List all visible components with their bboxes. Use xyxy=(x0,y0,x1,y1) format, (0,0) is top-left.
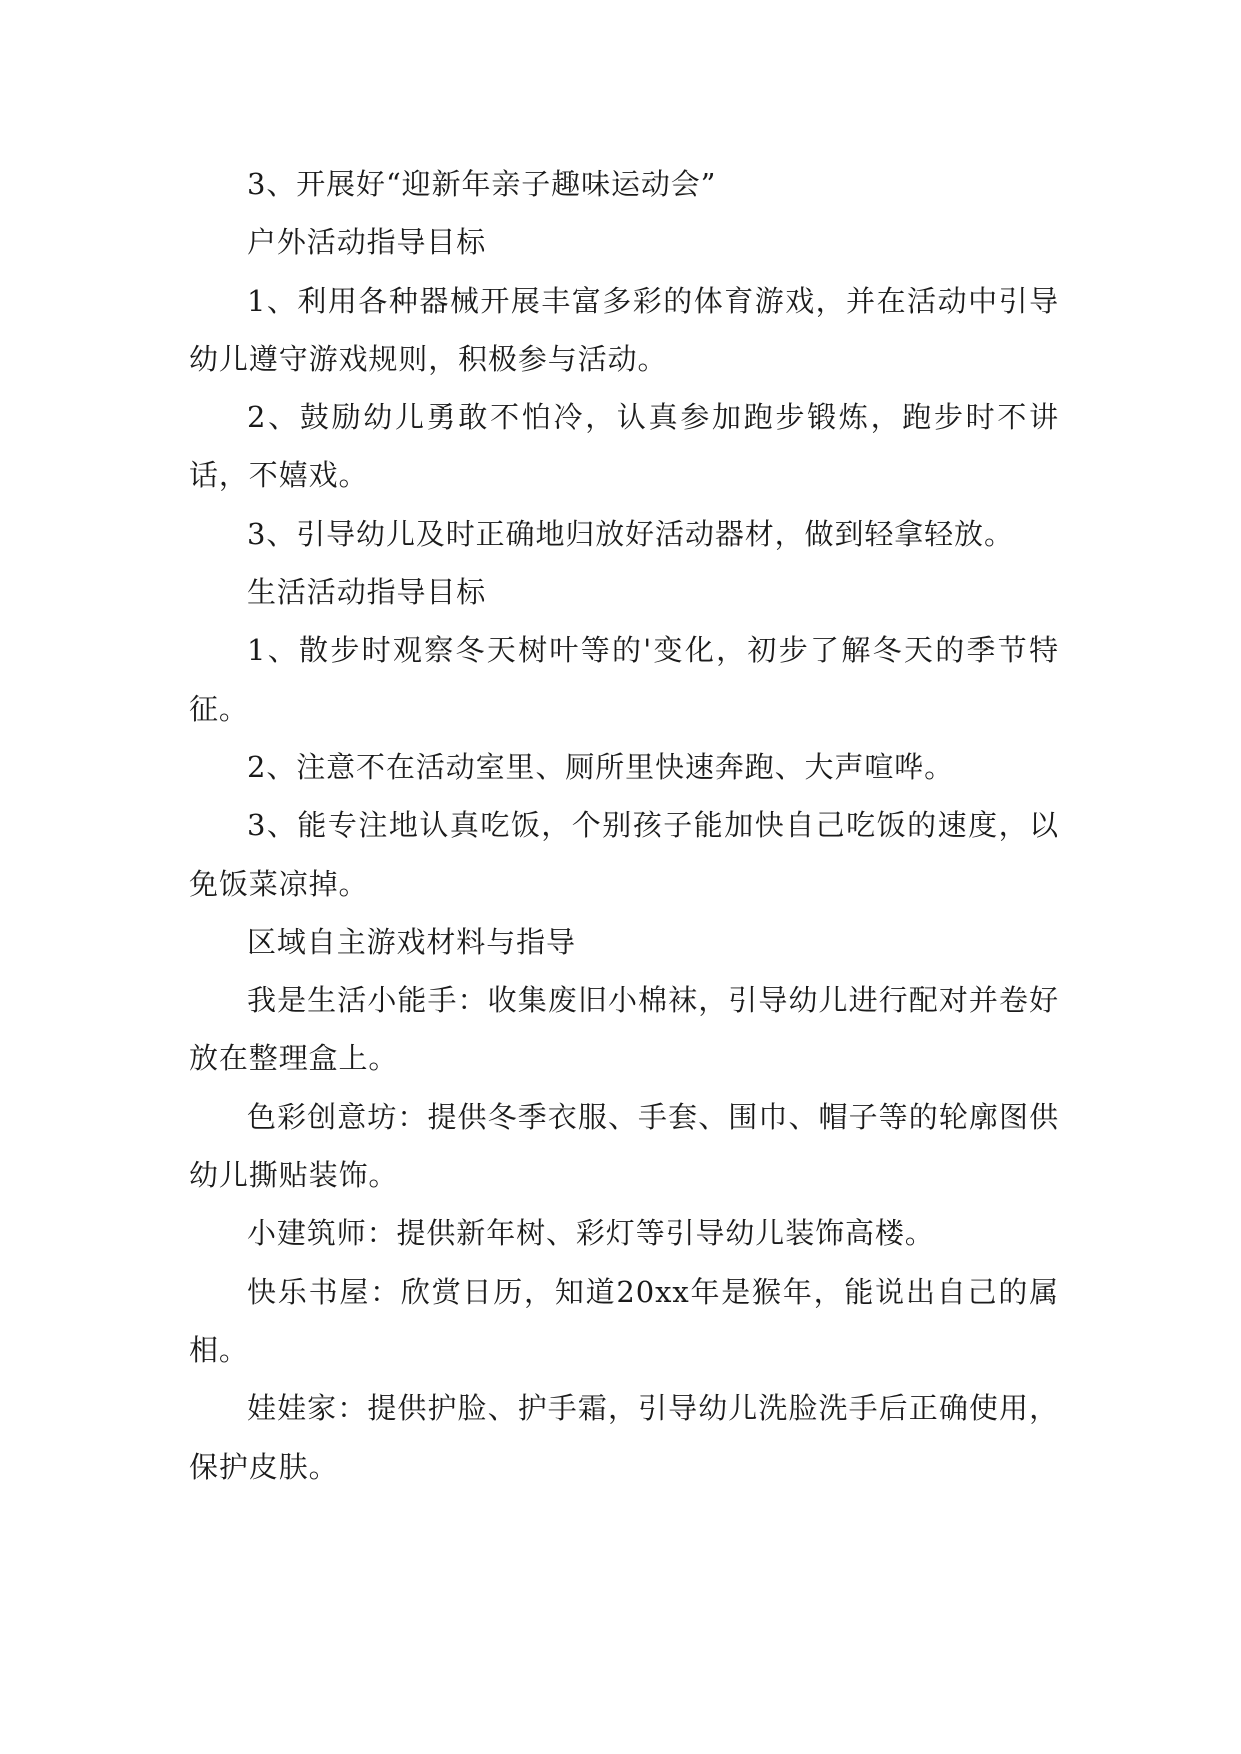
paragraph-area-book-house: 快乐书屋：欣赏日历，知道20xx年是猴年，能说出自己的属相。 xyxy=(189,1274,1059,1367)
paragraph-outdoor-2: 2、鼓励幼儿勇敢不怕冷，认真参加跑步锻炼，跑步时不讲话，不嬉戏。 xyxy=(189,400,1059,493)
paragraph-outdoor-1: 1、利用各种器械开展丰富多彩的体育游戏，并在活动中引导幼儿遵守游戏规则，积极参与活动。 xyxy=(189,283,1059,376)
paragraph-outdoor-3: 3、引导幼儿及时正确地归放好活动器材，做到轻拿轻放。 xyxy=(247,516,1014,551)
paragraph-area-architect: 小建筑师：提供新年树、彩灯等引导幼儿装饰高楼。 xyxy=(247,1216,935,1251)
paragraph-life-2: 2、注意不在活动室里、厕所里快速奔跑、大声喧哗。 xyxy=(247,749,955,784)
heading-area-games: 区域自主游戏材料与指导 xyxy=(247,924,576,959)
heading-life-goals: 生活活动指导目标 xyxy=(247,575,487,610)
heading-outdoor-goals: 户外活动指导目标 xyxy=(247,225,487,260)
paragraph-life-3: 3、能专注地认真吃饭，个别孩子能加快自己吃饭的速度，以免饭菜凉掉。 xyxy=(189,808,1059,901)
paragraph-life-1: 1、散步时观察冬天树叶等的'变化，初步了解冬天的季节特征。 xyxy=(189,633,1059,726)
paragraph-area-life-helper: 我是生活小能手：收集废旧小棉袜，引导幼儿进行配对并卷好放在整理盒上。 xyxy=(189,983,1059,1076)
paragraph-area-color-workshop: 色彩创意坊：提供冬季衣服、手套、围巾、帽子等的轮廓图供幼儿撕贴装饰。 xyxy=(189,1099,1059,1193)
document-body xyxy=(189,155,1059,1496)
paragraph-area-doll-house: 娃娃家：提供护脸、护手霜，引导幼儿洗脸洗手后正确使用，保护皮肤。 xyxy=(189,1391,1059,1484)
paragraph-sports-meet: 3、开展好“迎新年亲子趣味运动会” xyxy=(247,167,717,201)
